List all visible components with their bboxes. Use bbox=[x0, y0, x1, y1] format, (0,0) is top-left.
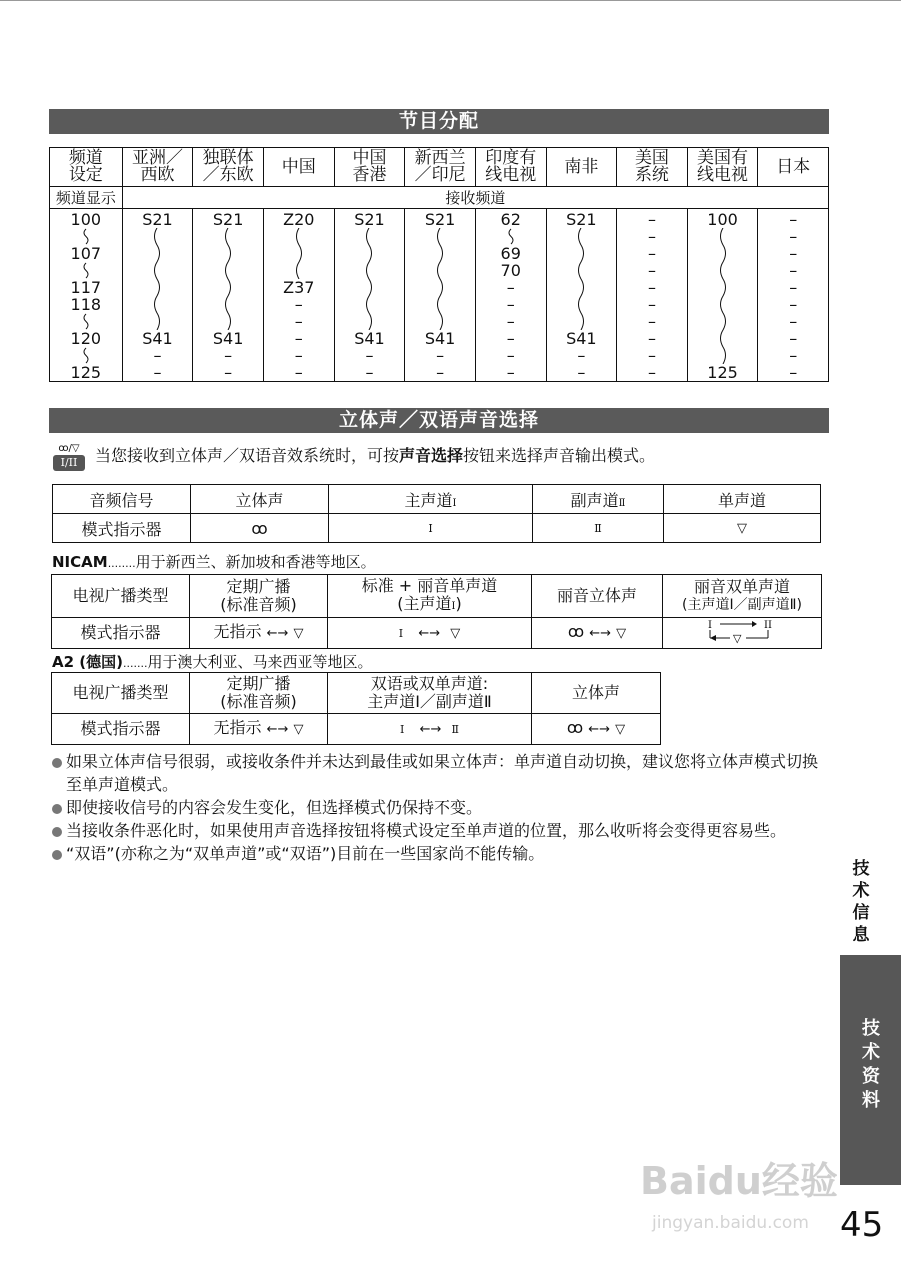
vertical-char: 术 bbox=[852, 881, 870, 901]
mono-indicator-icon: ▽ bbox=[616, 626, 627, 641]
list-item bbox=[52, 750, 832, 796]
channel-value: – bbox=[294, 312, 303, 331]
china-column bbox=[263, 209, 334, 382]
cell-text: ) bbox=[455, 593, 462, 613]
range-wave-icon bbox=[362, 228, 376, 330]
stereo-mono-symbol: ꝏ/▽ bbox=[58, 443, 80, 454]
channel-value: – bbox=[647, 278, 656, 297]
channel-allocation-table bbox=[49, 147, 829, 382]
nicam-description: 用于新西兰、新加坡和香港等地区。 bbox=[135, 553, 376, 571]
row-label: 电视广播类型 bbox=[52, 673, 190, 714]
list-item bbox=[52, 796, 832, 819]
channel-value: S41 bbox=[142, 329, 173, 348]
channel-value: S41 bbox=[566, 329, 597, 348]
header-cell: 单声道 bbox=[664, 485, 821, 514]
header-cell bbox=[190, 673, 328, 714]
channel-value: – bbox=[789, 244, 798, 263]
cell-line: 定期广播 bbox=[226, 577, 291, 596]
notes-list bbox=[52, 750, 832, 865]
channel-value: 100 bbox=[70, 210, 102, 229]
table-row bbox=[53, 514, 821, 543]
channel-value: – bbox=[294, 295, 303, 314]
channel-value: – bbox=[647, 210, 656, 229]
header-cell: 音频信号 bbox=[53, 485, 191, 514]
header-label bbox=[335, 150, 405, 184]
row-label: 模式指示器 bbox=[53, 514, 191, 543]
channel-value: – bbox=[577, 346, 586, 365]
header-cell bbox=[663, 575, 822, 618]
main-indicator-icon: Ⅰ bbox=[398, 627, 404, 640]
sub-indicator-icon: Ⅱ bbox=[533, 514, 664, 543]
channel-value: – bbox=[224, 346, 233, 365]
side-tab-tech-data[interactable] bbox=[840, 955, 901, 1185]
cell-line: 标准 + 丽音单声道 bbox=[361, 575, 498, 595]
channel-value: – bbox=[789, 363, 798, 382]
header-line: 频道 bbox=[68, 148, 103, 168]
channel-value: 120 bbox=[70, 329, 102, 348]
uscable-column bbox=[687, 209, 758, 382]
header-line: 新西兰 bbox=[414, 148, 466, 168]
arrow-icon: ←→ bbox=[418, 626, 441, 641]
list-item bbox=[52, 819, 832, 842]
stereo-indicator-icon: ꝏ bbox=[191, 514, 329, 543]
header-cell bbox=[334, 148, 405, 187]
header-label bbox=[758, 156, 828, 177]
cell-text: 无指示 bbox=[213, 718, 262, 737]
range-wave-icon bbox=[716, 228, 730, 364]
channel-value: 118 bbox=[70, 295, 102, 314]
channel-value: S21 bbox=[566, 210, 597, 229]
indicator-cell bbox=[663, 618, 822, 649]
sound-select-button-icon bbox=[52, 443, 86, 471]
channel-value: – bbox=[294, 329, 303, 348]
channel-value: – bbox=[153, 346, 162, 365]
channel-value: – bbox=[506, 295, 515, 314]
channel-value: S21 bbox=[142, 210, 173, 229]
channel-display-label: 频道显示 bbox=[50, 187, 123, 209]
header-line: 亚洲／ bbox=[131, 148, 183, 168]
channel-value: – bbox=[789, 295, 798, 314]
header-line: 设定 bbox=[68, 165, 103, 185]
nicam-table bbox=[51, 574, 822, 649]
mono-indicator-icon: ▽ bbox=[293, 722, 304, 737]
channel-value: – bbox=[506, 346, 515, 365]
channel-value: – bbox=[789, 312, 798, 331]
header-cell bbox=[122, 148, 193, 187]
cell-line: 主声道Ⅰ／副声道Ⅱ bbox=[367, 692, 492, 711]
wave-icon bbox=[81, 347, 91, 364]
channel-value: Z37 bbox=[283, 278, 315, 297]
vertical-char: 术 bbox=[862, 1042, 880, 1063]
vertical-char: 息 bbox=[852, 925, 870, 945]
channel-value: 62 bbox=[500, 210, 521, 229]
a2-table bbox=[51, 672, 661, 745]
cycle-diagram-icon bbox=[702, 618, 782, 644]
header-label bbox=[264, 156, 334, 177]
channel-value: – bbox=[789, 346, 798, 365]
vertical-char: 资 bbox=[862, 1066, 880, 1087]
vertical-char: 技 bbox=[862, 1018, 880, 1039]
channel-value: – bbox=[789, 210, 798, 229]
row-label: 电视广播类型 bbox=[52, 575, 190, 618]
arrow-icon: ←→ bbox=[588, 722, 611, 737]
vertical-char: 技 bbox=[852, 859, 870, 879]
svg-text:II: II bbox=[764, 620, 772, 631]
row-label: 模式指示器 bbox=[52, 714, 190, 745]
cell-text: 无指示 bbox=[213, 622, 262, 641]
header-label bbox=[193, 150, 263, 184]
table-row bbox=[52, 575, 822, 618]
wave-icon bbox=[81, 313, 91, 330]
mono-indicator-icon: ▽ bbox=[450, 626, 461, 641]
channel-value: 117 bbox=[70, 278, 102, 297]
page-top-border bbox=[0, 0, 901, 1]
button-label: I/II bbox=[53, 455, 85, 471]
channel-value: – bbox=[789, 278, 798, 297]
nicam-label bbox=[52, 551, 376, 572]
a2-description: 用于澳大利亚、马来西亚等地区。 bbox=[147, 653, 373, 671]
list-item-text: 当接收条件恶化时，如果使用声音选择按钮将模式设定至单声道的位置，那么收听将会变得更容易些。 bbox=[66, 821, 787, 840]
bullet-icon bbox=[52, 804, 62, 814]
mono-indicator-icon: ▽ bbox=[664, 514, 821, 543]
main-indicator-icon: Ⅰ bbox=[329, 514, 533, 543]
mono-indicator-icon: ▽ bbox=[615, 722, 626, 737]
leader-dots: ........ bbox=[107, 557, 136, 570]
wave-icon bbox=[506, 228, 516, 245]
channel-value: – bbox=[224, 363, 233, 382]
header-line: 南非 bbox=[564, 156, 599, 177]
cell-line: 丽音双单声道 bbox=[693, 577, 790, 596]
channel-value: – bbox=[577, 363, 586, 382]
stereo-indicator-icon: ꝏ bbox=[567, 622, 585, 641]
table-row bbox=[52, 673, 661, 714]
mono-indicator-icon: ▽ bbox=[293, 626, 304, 641]
arrow-icon: ←→ bbox=[419, 722, 442, 737]
nicam-title: NICAM bbox=[52, 553, 108, 571]
intro-text-after: 按钮来选择声音输出模式。 bbox=[463, 446, 656, 465]
bullet-icon bbox=[52, 758, 62, 768]
channel-value: S41 bbox=[212, 329, 244, 348]
channel-value: Z20 bbox=[283, 210, 315, 229]
channel-value: – bbox=[365, 363, 374, 382]
intro-text-bold: 声音选择 bbox=[399, 446, 464, 465]
hongkong-column bbox=[334, 209, 405, 382]
header-cell bbox=[328, 673, 532, 714]
bullet-icon bbox=[52, 827, 62, 837]
audio-signal-table bbox=[52, 484, 821, 543]
header-cell bbox=[687, 148, 758, 187]
header-cell bbox=[533, 485, 664, 514]
header-label bbox=[405, 150, 475, 184]
range-wave-icon bbox=[221, 228, 235, 330]
channel-value: S21 bbox=[212, 210, 244, 229]
sub-indicator-icon: Ⅱ bbox=[451, 723, 460, 736]
sub-numeral: Ⅰ bbox=[452, 497, 457, 509]
intro-text bbox=[95, 444, 815, 467]
list-item-text: 如果立体声信号很弱，或接收条件并未达到最佳或如果立体声：单声道自动切换，建议您将立体声模式切换至单声道模式。 bbox=[66, 752, 819, 794]
table-row bbox=[52, 618, 822, 649]
list-item bbox=[52, 842, 832, 865]
received-channel-label: 接收频道 bbox=[122, 187, 828, 209]
cell-line: (标准音频) bbox=[220, 595, 297, 614]
header-cell bbox=[193, 148, 264, 187]
bullet-icon bbox=[52, 850, 62, 860]
indicator-cell bbox=[328, 714, 532, 745]
cell-text: (主声道 bbox=[397, 593, 452, 613]
header-line: ／东欧 bbox=[202, 165, 254, 185]
channel-value: 69 bbox=[500, 244, 521, 263]
a2-label bbox=[52, 651, 372, 672]
indicator-cell bbox=[532, 618, 663, 649]
channel-value: – bbox=[506, 329, 515, 348]
wave-icon bbox=[81, 228, 91, 245]
sub-numeral: Ⅱ bbox=[618, 497, 626, 509]
svg-text:I: I bbox=[708, 620, 712, 631]
header-line: 中国 bbox=[281, 156, 316, 177]
cell-line: 双语或双单声道: bbox=[370, 674, 489, 693]
header-cell bbox=[329, 485, 533, 514]
header-cell bbox=[758, 148, 829, 187]
header-label bbox=[476, 150, 546, 184]
header-line: 中国 bbox=[352, 148, 387, 168]
list-item-text: 即使接收信号的内容会发生变化，但选择模式仍保持不变。 bbox=[66, 798, 483, 817]
cell-line bbox=[328, 595, 531, 616]
indicator-cell bbox=[328, 618, 532, 649]
channel-value: – bbox=[294, 346, 303, 365]
section-title-stereo-bilingual: 立体声／双语声音选择 bbox=[49, 408, 829, 433]
channel-value: – bbox=[436, 346, 445, 365]
a2-title: A2 (德国) bbox=[52, 653, 123, 671]
channel-value: – bbox=[789, 227, 798, 246]
channel-value: – bbox=[647, 312, 656, 331]
southafrica-column bbox=[546, 209, 617, 382]
header-cell bbox=[50, 148, 123, 187]
header-label bbox=[617, 150, 687, 184]
header-label bbox=[688, 150, 758, 184]
us-column bbox=[617, 209, 688, 382]
main-indicator-icon: Ⅰ bbox=[399, 723, 405, 736]
leader-dots: ....... bbox=[122, 657, 148, 670]
newzealand-column bbox=[405, 209, 476, 382]
channel-value: – bbox=[294, 363, 303, 382]
header-line: 西欧 bbox=[140, 165, 175, 185]
header-label bbox=[547, 156, 617, 177]
side-tab-label bbox=[860, 1017, 882, 1113]
cell-line: 定期广播 bbox=[226, 674, 291, 693]
japan-column bbox=[758, 209, 829, 382]
stereo-indicator-icon: ꝏ bbox=[566, 718, 584, 737]
header-line: 线电视 bbox=[485, 165, 537, 185]
header-cell bbox=[405, 148, 476, 187]
range-wave-icon bbox=[574, 228, 588, 330]
header-cell bbox=[546, 148, 617, 187]
sub-channel-label: 副声道 bbox=[570, 490, 619, 510]
svg-text:▽: ▽ bbox=[733, 632, 742, 644]
header-line: 独联体 bbox=[202, 148, 254, 168]
sub-numeral: Ⅰ bbox=[451, 600, 456, 612]
side-label-tech-info bbox=[850, 858, 872, 946]
channel-value: – bbox=[436, 363, 445, 382]
channel-value: S41 bbox=[424, 329, 456, 348]
vertical-char: 料 bbox=[862, 1090, 880, 1111]
section-title-channel-allocation: 节目分配 bbox=[49, 109, 829, 134]
range-wave-icon bbox=[433, 228, 447, 330]
india-column bbox=[475, 209, 546, 382]
indicator-cell bbox=[190, 618, 328, 649]
page-number: 45 bbox=[840, 1205, 884, 1245]
channel-value: – bbox=[647, 363, 656, 382]
channel-value: – bbox=[506, 363, 515, 382]
header-cell bbox=[328, 575, 532, 618]
channel-value: – bbox=[789, 329, 798, 348]
channel-value: – bbox=[647, 295, 656, 314]
channel-value: S21 bbox=[354, 210, 385, 229]
channel-value: 107 bbox=[70, 244, 102, 263]
header-cell: 丽音立体声 bbox=[532, 575, 663, 618]
list-item-text: “双语”(亦称之为“双单声道”或“双语”)目前在一些国家尚不能传输。 bbox=[66, 844, 545, 863]
watermark-logo: Baidu经验 bbox=[640, 1159, 838, 1203]
channel-value: 125 bbox=[70, 363, 102, 382]
indicator-cell bbox=[532, 714, 661, 745]
channel-value: – bbox=[647, 244, 656, 263]
header-line: 美国有 bbox=[697, 148, 749, 168]
cis-column bbox=[193, 209, 264, 382]
table-row bbox=[52, 714, 661, 745]
header-cell bbox=[263, 148, 334, 187]
main-channel-label: 主声道 bbox=[404, 490, 453, 510]
cell-line: (主声道Ⅰ／副声道Ⅱ) bbox=[682, 597, 802, 613]
channel-value: – bbox=[365, 346, 374, 365]
range-wave-icon bbox=[292, 228, 306, 279]
table-data-row bbox=[50, 209, 829, 382]
channel-value: – bbox=[789, 261, 798, 280]
channel-value: – bbox=[647, 261, 656, 280]
header-line: 系统 bbox=[634, 165, 669, 185]
cell-line: (标准音频) bbox=[220, 692, 297, 711]
arrow-icon: ←→ bbox=[589, 626, 612, 641]
header-line: ／印尼 bbox=[414, 165, 466, 185]
header-cell bbox=[617, 148, 688, 187]
channel-value: – bbox=[506, 312, 515, 331]
header-label bbox=[50, 150, 122, 184]
header-line: 印度有 bbox=[485, 148, 537, 168]
table-header-row bbox=[50, 148, 829, 187]
channel-value: S41 bbox=[354, 329, 385, 348]
range-wave-icon bbox=[150, 228, 164, 330]
header-line: 日本 bbox=[776, 156, 811, 177]
row-label: 模式指示器 bbox=[52, 618, 190, 649]
header-label bbox=[123, 150, 193, 184]
table-row bbox=[53, 485, 821, 514]
wave-icon bbox=[81, 262, 91, 279]
header-line: 香港 bbox=[352, 165, 387, 185]
channel-value: S21 bbox=[424, 210, 456, 229]
table-subheader-row bbox=[50, 187, 829, 209]
header-cell bbox=[190, 575, 328, 618]
asia-column bbox=[122, 209, 193, 382]
channel-value: 70 bbox=[500, 261, 521, 280]
arrow-icon: ←→ bbox=[266, 626, 289, 641]
header-cell: 立体声 bbox=[532, 673, 661, 714]
watermark-url: jingyan.baidu.com bbox=[652, 1213, 809, 1233]
channel-column bbox=[50, 209, 123, 382]
arrow-icon: ←→ bbox=[266, 722, 289, 737]
channel-value: – bbox=[647, 227, 656, 246]
header-line: 线电视 bbox=[697, 165, 749, 185]
vertical-char: 信 bbox=[852, 903, 870, 923]
indicator-cell bbox=[190, 714, 328, 745]
intro-text-before: 当您接收到立体声／双语音效系统时，可按 bbox=[95, 446, 400, 465]
channel-value: 125 bbox=[707, 363, 738, 382]
channel-value: – bbox=[153, 363, 162, 382]
header-cell: 立体声 bbox=[191, 485, 329, 514]
channel-value: – bbox=[647, 329, 656, 348]
channel-value: – bbox=[506, 278, 515, 297]
channel-value: – bbox=[647, 346, 656, 365]
header-line: 美国 bbox=[634, 148, 669, 168]
channel-value: 100 bbox=[707, 210, 738, 229]
header-cell bbox=[475, 148, 546, 187]
